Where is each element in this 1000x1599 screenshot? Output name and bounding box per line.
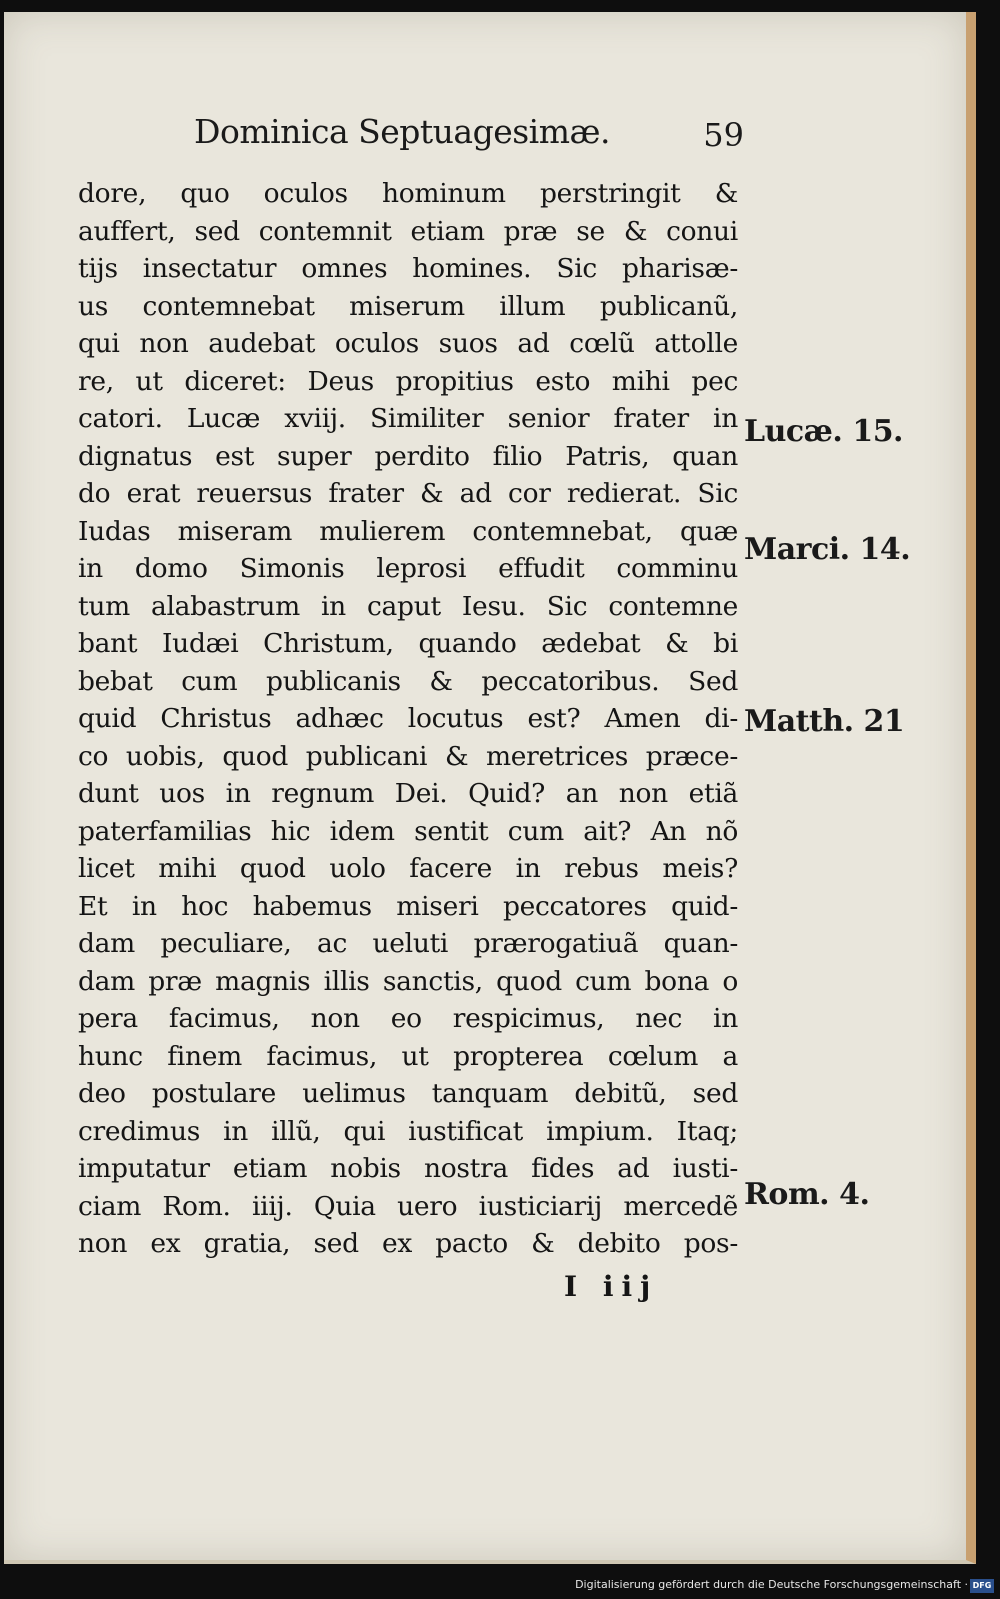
marginal-note-marci: Marci. 14. bbox=[744, 532, 911, 567]
marginal-note-rom: Rom. 4. bbox=[744, 1177, 870, 1212]
text-line: imputatur etiam nobis nostra fides ad iusti- bbox=[78, 1153, 738, 1184]
body-text bbox=[78, 175, 738, 1263]
text-line: dam præ magnis illis sanctis, quod cum bona o bbox=[78, 965, 738, 997]
text-line: dam peculiare, ac ueluti prærogatiuã quan- bbox=[78, 928, 738, 959]
text-line: dore, quo oculos hominum perstringit & bbox=[78, 178, 738, 209]
text-line: dunt uos in regnum Dei. Quid? an non etiã bbox=[78, 778, 738, 809]
dfg-logo: DFG bbox=[970, 1579, 994, 1593]
marginal-note-lucae: Lucæ. 15. bbox=[744, 414, 904, 449]
text-line: Et in hoc habemus miseri peccatores quid- bbox=[78, 890, 738, 922]
text-line: pera facimus, non eo respicimus, nec in bbox=[78, 1003, 738, 1034]
text-line: hunc finem facimus, ut propterea cœlum a bbox=[78, 1040, 738, 1072]
signature-mark: I iij bbox=[564, 1270, 659, 1303]
page-number: 59 bbox=[703, 116, 744, 154]
text-line: ciam Rom. iiij. Quia uero iusticiarij mercedẽ bbox=[78, 1190, 738, 1222]
page-header bbox=[194, 112, 744, 172]
text-line: bebat cum publicanis & peccatoribus. Sed bbox=[78, 665, 738, 697]
text-line: qui non audebat oculos suos ad cœlũ attolle bbox=[78, 328, 738, 359]
text-line: non ex gratia, sed ex pacto & debito pos- bbox=[78, 1228, 738, 1259]
text-line: co uobis, quod publicani & meretrices præce- bbox=[78, 740, 738, 772]
book-page bbox=[4, 12, 976, 1564]
digitization-credit: Digitalisierung gefördert durch die Deutsche Forschungsgemeinschaft · bbox=[575, 1578, 968, 1591]
text-line: paterfamilias hic idem sentit cum ait? An nõ bbox=[78, 815, 738, 847]
text-line: deo postulare uelimus tanquam debitũ, sed bbox=[78, 1078, 738, 1109]
text-line: bant Iudæi Christum, quando ædebat & bi bbox=[78, 628, 738, 659]
marginal-note-matth: Matth. 21 bbox=[744, 704, 905, 739]
text-line: tum alabastrum in caput Iesu. Sic contemne bbox=[78, 590, 738, 622]
text-line: Iudas miseram mulierem contemnebat, quæ bbox=[78, 515, 738, 547]
text-line: re, ut diceret: Deus propitius esto mihi pec bbox=[78, 365, 738, 397]
text-line: dignatus est super perdito filio Patris, quan bbox=[78, 440, 738, 472]
text-line: licet mihi quod uolo facere in rebus meis? bbox=[78, 853, 738, 884]
text-line: us contemnebat miserum illum publicanũ, bbox=[78, 290, 738, 322]
text-line: do erat reuersus frater & ad cor redierat. Sic bbox=[78, 478, 738, 509]
text-line: auffert, sed contemnit etiam præ se & conui bbox=[78, 215, 738, 247]
text-line: catori. Lucæ xviij. Similiter senior frater in bbox=[78, 403, 738, 434]
text-line: credimus in illũ, qui iustificat impium. Itaq; bbox=[78, 1115, 738, 1147]
text-line: tijs insectatur omnes homines. Sic pharisæ- bbox=[78, 253, 738, 284]
running-title: Dominica Septuagesimæ. bbox=[194, 112, 611, 151]
text-line: in domo Simonis leprosi effudit comminu bbox=[78, 553, 738, 584]
text-line: quid Christus adhæc locutus est? Amen di- bbox=[78, 703, 738, 734]
